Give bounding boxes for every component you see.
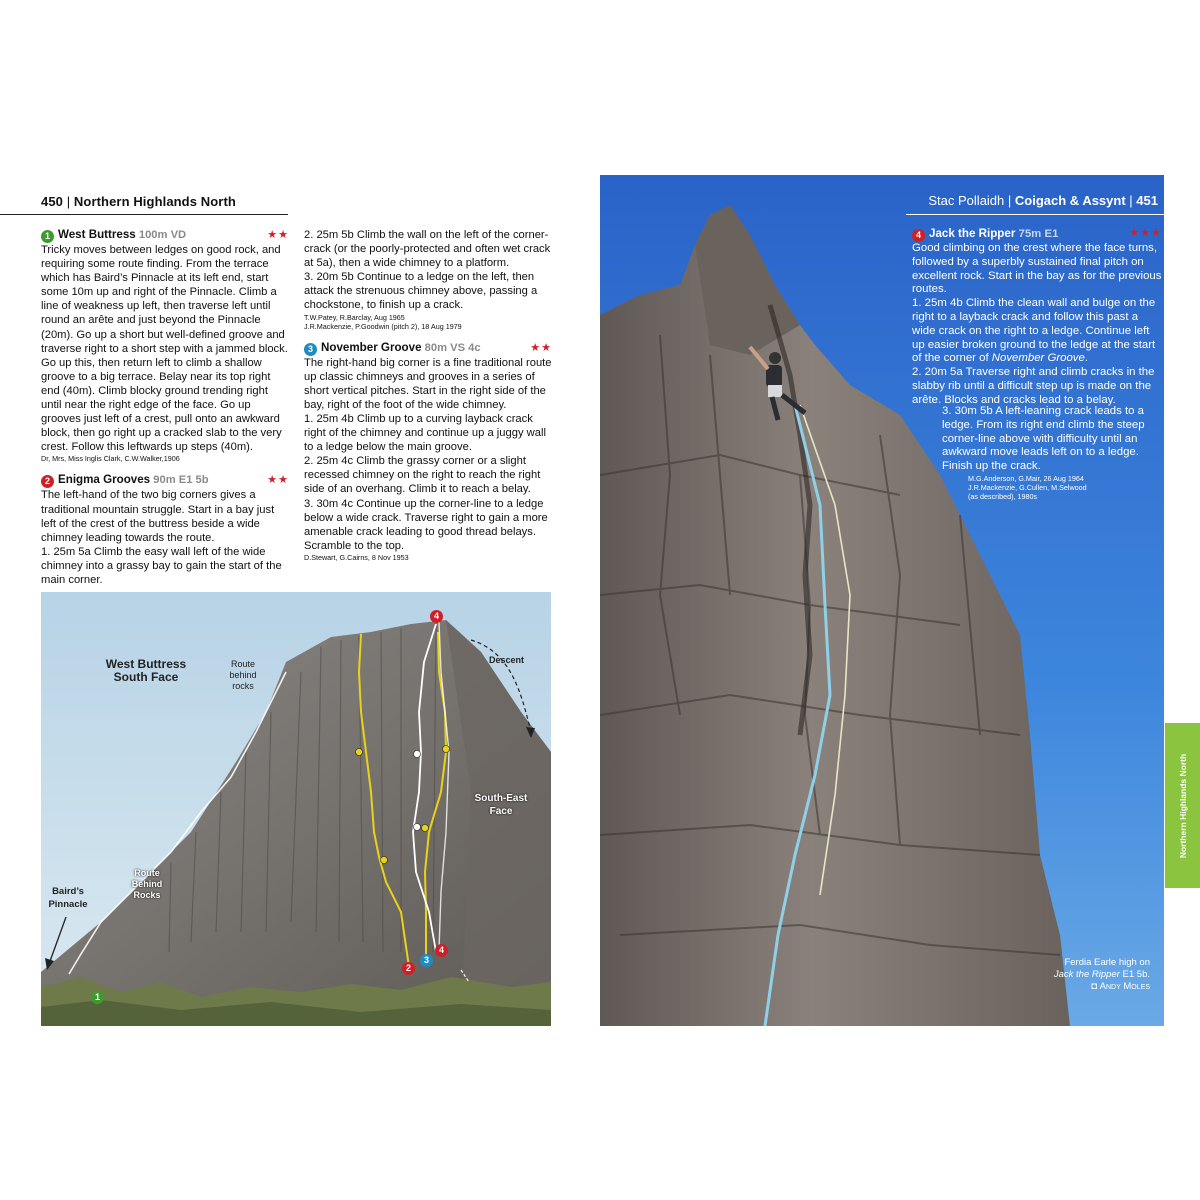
route-name: West Buttress <box>58 228 136 241</box>
side-tab-label: Northern Highlands North <box>1177 753 1188 858</box>
text-column-2 <box>304 228 552 562</box>
route-name: Enigma Grooves <box>58 473 151 487</box>
route-number-badge: 3 <box>304 343 317 356</box>
route-pitch: 1. 25m 4b Climb up to a curving layback crack right of the chimney and continue up a juggy wall to a ledge below the main groove. <box>304 412 546 454</box>
route-length: 75m <box>1018 228 1042 240</box>
topo-photo <box>41 592 551 1026</box>
topo-marker-2: 2 <box>402 962 415 975</box>
route-pitch: 1. 25m 5a Climb the easy wall left of the wide chimney into a grassy bay to gain the start of the main corner. <box>41 545 282 586</box>
crag-name: Stac Pollaidh <box>928 193 1005 208</box>
route-stars: ★★ <box>530 341 552 354</box>
topo-marker-1: 1 <box>91 991 104 1004</box>
route-name: November Groove <box>321 340 422 354</box>
first-ascent-credit: T.W.Patey, R.Barclay, Aug 1965 <box>304 312 405 322</box>
climbing-photo <box>600 175 1164 1026</box>
route-description: The right-hand big corner is a fine traditional route up classic chimneys and grooves in a series of short vertical pitches. Start in the right side of the bay, right of the foot of the wide chimney. <box>304 356 552 411</box>
chapter-side-tab <box>1165 723 1200 888</box>
route-number-badge: 2 <box>41 475 54 488</box>
left-page-number: 450 <box>41 194 63 209</box>
route-name: Jack the Ripper <box>929 227 1016 240</box>
topo-marker-4-top: 4 <box>430 610 443 623</box>
route-heading-west-buttress <box>41 228 289 243</box>
left-page-header: 450 | Northern Highlands North <box>41 194 236 209</box>
route-length: 80m <box>424 341 448 354</box>
topo-label-south-east-face: South-East Face <box>474 793 528 817</box>
route-grade: E1 <box>1044 228 1059 240</box>
route-description: Good climbing on the crest where the face turns, followed by a superbly sustained final pitch on excellent rock. Start in the bay as for the previous routes. <box>912 242 1162 296</box>
route-description: Tricky moves between ledges on good rock, and requiring some route finding. From the terrace which has Baird’s Pinnacle at its left end, start some 10m up and right of the Pinnacle. Climb a line of weakness up left, then traverse left until round an arête and just beyond the Pinnacle (20m). Go up a short but well-defined groove and traverse right to a short step with a jammed block. Go up this, then return left to climb a shallow groove to a big terrace. Belay near its top right end (40m). Climb blocky ground trending right until near the right edge of the face. Go up grooves just left of a crest, pull onto an awkward block, then go right up a cracked slab to the very crest. Follow this leftwards up steps (40m). <box>41 244 288 454</box>
route-pitch: 3. 30m 4c Continue up the corner-line to a ledge below a wide crack. Traverse right to gain a more amenable crack leading to good thread belays. Scramble to the top. <box>304 497 548 552</box>
photo-caption <box>1054 957 1150 993</box>
first-ascent-credit: J.R.Mackenzie, P.Goodwin (pitch 2), 18 Aug 1979 <box>304 321 462 331</box>
right-page-header: Stac Pollaidh | Coigach & Assynt | 451 <box>928 193 1158 208</box>
topo-label-route-behind-rocks: Route behind rocks <box>229 659 257 691</box>
route-pitch: 1. 25m 4b Climb the clean wall and bulge on the right to a layback crack and follow this past a wide crack on the right to a ledge. Continue left up easier broken ground to the ledge at the start of the corner of November Groove. <box>912 297 1156 365</box>
route-pitch: 2. 20m 5a Traverse right and climb cracks in the slabby rib until a difficult step up is made on the arête. Blocks and cracks lead to a belay. <box>912 366 1155 406</box>
right-page-number: 451 <box>1136 193 1158 208</box>
topo-label-bairds-pinnacle: Baird’s Pinnacle <box>48 886 88 910</box>
route-grade: VD <box>170 229 187 241</box>
route-pitch: 3. 20m 5b Continue to a ledge on the left, then attack the strenuous chimney above, passing a chockstone, to finish up a crack. <box>304 271 538 312</box>
route-grade: E1 5b <box>178 474 209 487</box>
topo-label-descent: Descent <box>489 655 525 665</box>
text-column-1 <box>41 228 289 587</box>
route-number-badge: 1 <box>41 230 54 243</box>
route-4-text <box>912 227 1162 408</box>
topo-label-route-behind-rocks-left: Route Behind Rocks <box>131 868 163 900</box>
route-stars: ★★★ <box>1129 227 1162 239</box>
area-name: Coigach & Assynt <box>1014 193 1126 208</box>
route-stars: ★★ <box>267 474 289 487</box>
first-ascent-credit: Dr, Mrs, Miss Inglis Clark, C.W.Walker,1906 <box>41 454 180 464</box>
route-length: 100m <box>138 229 168 241</box>
camera-icon: ◘ <box>1091 981 1100 992</box>
route-description: The left-hand of the two big corners gives a traditional mountain struggle. Start in a bay just left of the crest of the buttress beside a wide chimney leading towards the route. <box>41 489 275 544</box>
first-ascent-credit: D.Stewart, G.Cairns, 8 Nov 1953 <box>304 552 409 562</box>
route-pitch: 3. 30m 5b A left-leaning crack leads to a ledge. From its right end climb the steep corner-line above with difficulty until an awkward move leads left on to a ledge. Finish up the crack. <box>942 405 1145 473</box>
route-heading-november-groove <box>304 341 552 356</box>
route-pitch: 2. 25m 5b Climb the wall on the left of the corner-crack (or the poorly-protected and often wet crack at 5a), then a wide chimney to a platform. <box>304 229 551 270</box>
left-section-title: Northern Highlands North <box>73 194 236 209</box>
photo-credit: ◘ Andy Moles <box>1091 981 1150 992</box>
route-heading-enigma-grooves <box>41 473 289 488</box>
route-4-pitch3 <box>942 405 1160 501</box>
route-length: 90m <box>153 474 176 487</box>
topo-marker-3: 3 <box>420 954 433 967</box>
right-header-rule <box>906 214 1164 215</box>
route-heading-jack-the-ripper <box>912 227 1162 242</box>
first-ascent-credit: J.R.Mackenzie, G.Cullen, M.Selwood <box>968 482 1087 492</box>
route-number-badge: 4 <box>912 229 925 242</box>
first-ascent-credit: (as described), 1980s <box>968 491 1038 501</box>
caption-line: Ferdia Earle high on <box>1064 957 1150 968</box>
caption-route: Jack the Ripper E1 5b. <box>1053 969 1150 980</box>
header-rule <box>0 214 288 215</box>
topo-marker-4: 4 <box>435 944 448 957</box>
topo-title: West Buttress South Face <box>105 657 187 684</box>
route-stars: ★★ <box>267 229 289 241</box>
first-ascent-credit: M.G.Anderson, G.Mair, 26 Aug 1964 <box>968 473 1084 483</box>
route-pitch: 2. 25m 4c Climb the grassy corner or a slight recessed chimney on the right to reach the right side of an overhang. Climb it to reach a belay. <box>304 455 541 496</box>
route-grade: VS 4c <box>450 341 481 354</box>
